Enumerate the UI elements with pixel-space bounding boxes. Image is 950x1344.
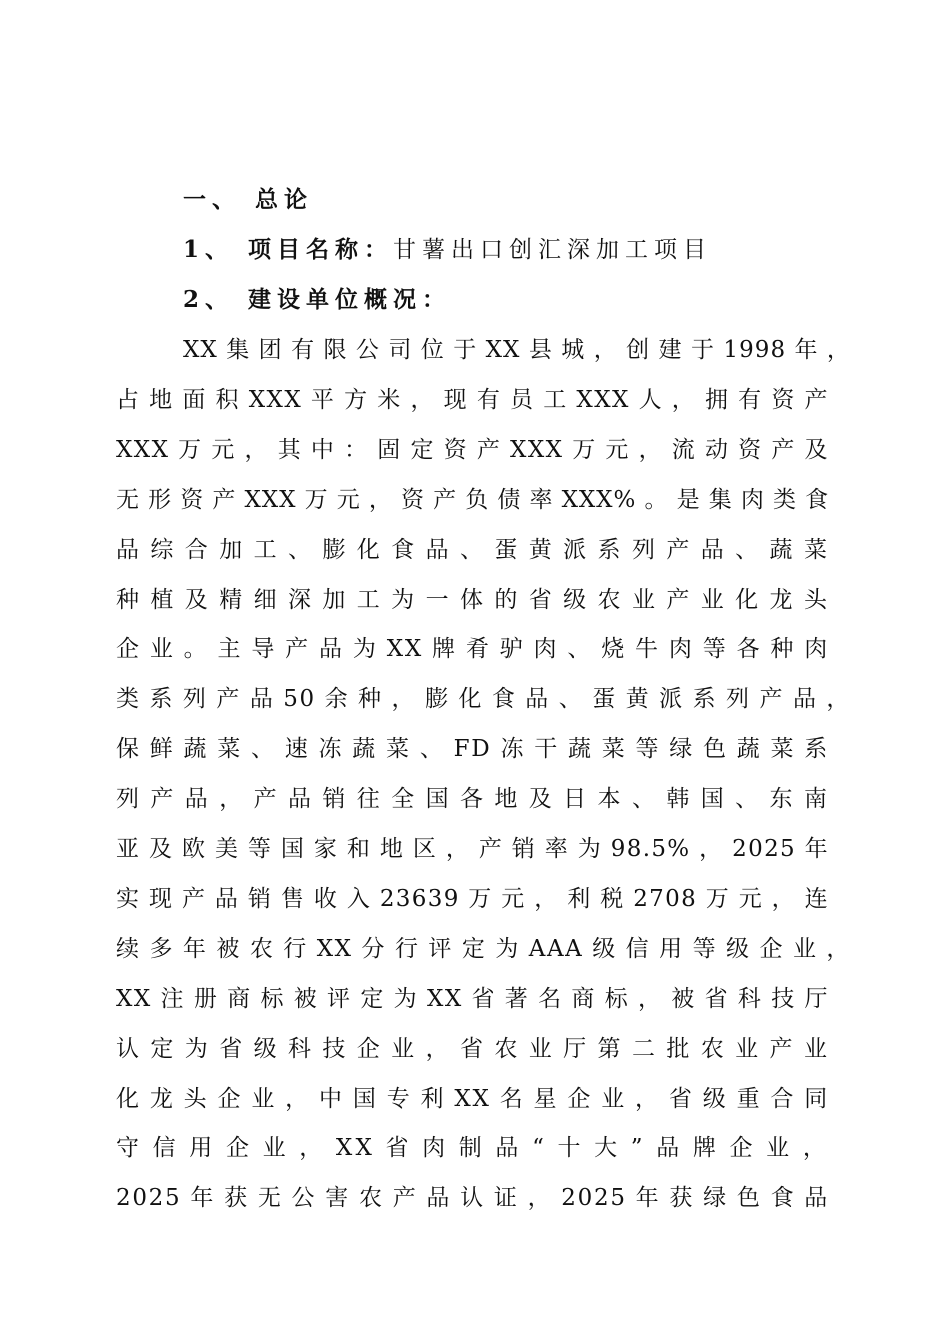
body-line: 品 综 合 加 工 、 膨 化 食 品 、 蛋 黄 派 系 列 产 品 、 蔬 菜: [116, 537, 829, 563]
body-line: 2025 年 获 无 公 害 农 产 品 认 证 ， 2025 年 获 绿 色 食 品: [116, 1185, 829, 1211]
section-heading: 一、 总论: [183, 186, 314, 213]
body-line: 类 系 列 产 品 50 余 种 ， 膨 化 食 品 、 蛋 黄 派 系 列 产 品 ，: [116, 686, 851, 712]
project-name-line: [183, 235, 712, 265]
unit-heading: 2、 建设单位概况：: [183, 286, 452, 313]
project-name-value: 甘薯出口创汇深加工项目: [393, 237, 713, 263]
body-line: 列 产 品 ， 产 品 销 往 全 国 各 地 及 日 本 、 韩 国 、 东 南: [116, 786, 829, 812]
body-line: 无 形 资 产 XXX 万 元 ， 资 产 负 债 率 XXX% 。 是 集 肉 类 食: [116, 487, 829, 513]
body-line: XX 集 团 有 限 公 司 位 于 XX 县 城 ， 创 建 于 1998 年 ，: [183, 337, 851, 363]
body-line: 占 地 面 积 XXX 平 方 米 ， 现 有 员 工 XXX 人 ， 拥 有 资 产: [116, 387, 829, 413]
project-name-label: 1、 项目名称：: [183, 236, 394, 263]
body-line: 化 龙 头 企 业 ， 中 国 专 利 XX 名 星 企 业 ， 省 级 重 合 同: [116, 1086, 829, 1112]
body-line: 续 多 年 被 农 行 XX 分 行 评 定 为 AAA 级 信 用 等 级 企 业 ，: [116, 936, 851, 962]
body-line: 亚 及 欧 美 等 国 家 和 地 区 ， 产 销 率 为 98.5% ， 2025 年: [116, 836, 829, 862]
body-line: XX 注 册 商 标 被 评 定 为 XX 省 著 名 商 标 ， 被 省 科 技 厅: [116, 986, 829, 1012]
body-line: XXX 万 元 ， 其 中 ： 固 定 资 产 XXX 万 元 ， 流 动 资 产 及: [116, 437, 829, 463]
body-line: 实 现 产 品 销 售 收 入 23639 万 元 ， 利 税 2708 万 元 ， 连: [116, 886, 829, 912]
body-line: 种 植 及 精 细 深 加 工 为 一 体 的 省 级 农 业 产 业 化 龙 头: [116, 587, 829, 613]
body-line: 企 业 。 主 导 产 品 为 XX 牌 肴 驴 肉 、 烧 牛 肉 等 各 种 肉: [116, 636, 829, 662]
body-line: 认 定 为 省 级 科 技 企 业 ， 省 农 业 厅 第 二 批 农 业 产 业: [116, 1036, 829, 1062]
body-line: 守 信 用 企 业 ， XX 省 肉 制 品 “ 十 大 ” 品 牌 企 业 ，: [116, 1135, 829, 1161]
body-line: 保 鲜 蔬 菜 、 速 冻 蔬 菜 、 FD 冻 干 蔬 菜 等 绿 色 蔬 菜 系: [116, 736, 829, 762]
